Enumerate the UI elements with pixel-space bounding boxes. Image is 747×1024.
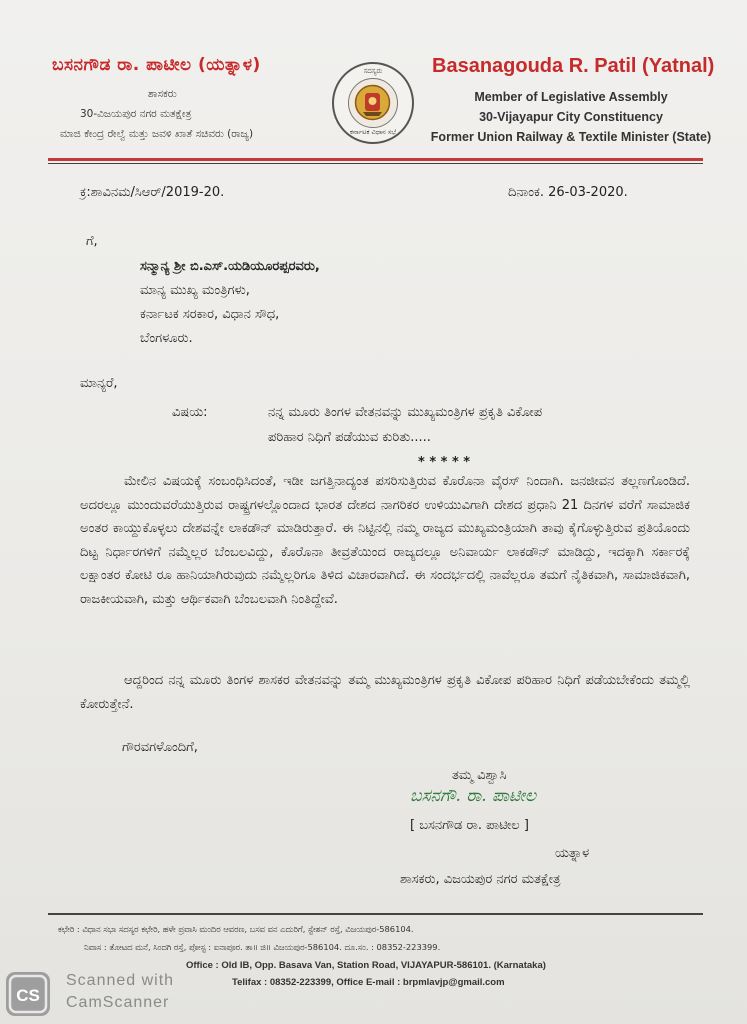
addressee-name: ಸನ್ಮಾನ್ಯ ಶ್ರೀ ಬಿ.ಎಸ್.ಯಡಿಯೂರಪ್ಪರವರು, [140, 259, 320, 274]
yours-faithfully: ತಮ್ಮ ವಿಶ್ವಾಸಿ [452, 768, 507, 783]
salutation: ಮಾನ್ಯರೆ, [80, 376, 118, 391]
signatory-name: [ ಬಸನಗೌಡ ರಾ. ಪಾಟೀಲ ] [410, 818, 529, 833]
to-label: ಗೆ, [86, 234, 98, 249]
watermark-line-2: CamScanner [66, 994, 170, 1011]
footer-residence-kn: ನಿವಾಸ : ತೋಟದ ಮನೆ, ಸಿಂದಗಿ ರಸ್ತೆ, ಪೋಸ್ಟ : ಐನಾಪೂರ. ತಾ॥ ಜಿ॥ ವಿಜಯಪುರ-586104. ದೂ.ಸಂ. : 08352-223399. [84, 942, 441, 952]
letterhead-en-constituency: 30-Vijayapur City Constituency [479, 110, 663, 124]
signature: ಬಸನಗೌ. ರಾ. ಪಾಟೀಲ [410, 786, 537, 806]
reference-number: ಕ್ರ:ಶಾವಿನಮ/ಸಿಆರ್/2019-20. [80, 185, 225, 200]
letterhead-en-name: Basanagouda R. Patil (Yatnal) [432, 55, 715, 77]
addressee-office: ಕರ್ನಾಟಕ ಸರಕಾರ, ವಿಧಾನ ಸೌಧ, [140, 307, 280, 322]
subject-line-2: ಪರಿಹಾರ ನಿಧಿಗೆ ಪಡೆಯುವ ಕುರಿತು..... [268, 430, 431, 445]
separator-stars: * * * * * [418, 455, 471, 470]
letterhead-kn-former: ಮಾಜಿ ಕೇಂದ್ರ ರೇಲ್ವೆ ಮತ್ತು ಜವಳಿ ಖಾತೆ ಸಚಿವರು (ರಾಜ್ಯ) [60, 128, 254, 140]
footer-rule [48, 913, 703, 915]
letter-date: ದಿನಾಂಕ. 26-03-2020. [508, 185, 628, 200]
seal-bottom-text: ಕರ್ನಾಟಕ ವಿಧಾನ ಸಭೆ [350, 128, 396, 136]
footer-office-en: Office : Old IB, Opp. Basava Van, Station Road, VIJAYAPUR-586101. (Karnataka) [186, 960, 546, 971]
signatory-alias: ಯತ್ನಾಳ [555, 846, 590, 861]
header-rule-red [48, 158, 703, 161]
camscanner-logo-icon [6, 972, 50, 1016]
footer-contact-en: Telifax : 08352-223399, Office E-mail : brpmlavjp@gmail.com [232, 977, 505, 988]
subject-line-1: ನನ್ನ ಮೂರು ತಿಂಗಳ ವೇತನವನ್ನು ಮುಖ್ಯಮಂತ್ರಿಗಳ ಪ್ರಕೃತಿ ವಿಕೋಪ [268, 405, 543, 420]
assembly-seal [332, 62, 414, 144]
body-paragraph-1: ಮೇಲಿನ ವಿಷಯಕ್ಕೆ ಸಂಬಂಧಿಸಿದಂತೆ, ಇಡೀ ಜಗತ್ತಿನಾದ್ಯಂತ ಪಸರಿಸುತ್ತಿರುವ ಕೊರೊನಾ ವೈರಸ್ ನಿಂದಾಗಿ. ಜನಜೀವನ ತಲ್ಲಣಗೊಂಡಿದೆ. ಅದರಲ್ಲೂ ಮುಂದುವರೆಯುತ್ತಿರುವ ರಾಷ್ಟ್ರಗಳಲ್ಲೊಂದಾದ ಭಾರತ ದೇಶದ ನಾಗರಿಕರ ಉಳಿಯುವಿಗಾಗಿ ದೇಶದ ಪ್ರಧಾನಿ 21 ದಿನಗಳ ವರೆಗೆ ಸಾಮಾಜಿಕ ಅಂತರ ಕಾಯ್ದುಕೊಳ್ಳಲು ದೇಶವನ್ನೇ ಲಾಕಡೌನ್ ಮಾಡಿರುತ್ತಾರೆ. ಈ ನಿಟ್ಟಿನಲ್ಲಿ ನಮ್ಮ ರಾಜ್ಯದ ಮುಖ್ಯಮಂತ್ರಿಯಾಗಿ ತಾವು ಕೈಗೊಳ್ಳುತ್ತಿರುವ ಪ್ರತಿಯೊಂದು ದಿಟ್ಟ ನಿರ್ಧಾರಗಳಿಗೆ ನಮ್ಮೆಲ್ಲರ ಬೆಂಬಲವಿದ್ದು, ಕೊರೊನಾ ತೀವ್ರತೆಯಿಂದ ರಾಜ್ಯದಲ್ಲೂ ಅನಿವಾರ್ಯ ಲಾಕಡೌನ್ ಮಾಡಿದ್ದು, ಇದಕ್ಕಾಗಿ ಸರ್ಕಾರಕ್ಕೆ ಲಕ್ಷಾಂತರ ಕೋಟಿ ರೂ ಹಾನಿಯಾಗಿರುವುದು ನಮ್ಮೆಲ್ಲರಿಗೂ ತಿಳಿದ ವಿಚಾರವಾಗಿದೆ. ಈ ಸಂದರ್ಭದಲ್ಲಿ ನಾವೆಲ್ಲರೂ ತಮಗೆ ನೈತಿಕವಾಗಿ, ಸಾಮಾಜಿಕವಾಗಿ, ರಾಜಕೀಯವಾಗಿ, ಮತ್ತು ಆರ್ಥಿಕವಾಗಿ ಬೆಂಬಲವಾಗಿ ನಿಂತಿದ್ದೇವೆ. [80, 474, 690, 607]
subject-label: ವಿಷಯ: [172, 405, 208, 420]
closing: ಗೌರವಗಳೊಂದಿಗೆ, [122, 740, 198, 755]
addressee-city: ಬೆಂಗಳೂರು. [140, 331, 193, 346]
letterhead-kn-constituency: 30-ವಿಜಯಪುರ ನಗರ ಮತಕ್ಷೇತ್ರ [80, 108, 192, 120]
letterhead-kn-name: ಬಸನಗೌಡ ರಾ. ಪಾಟೀಲ (ಯತ್ನಾಳ) [52, 55, 261, 75]
body-paragraph-2: ಆದ್ದರಿಂದ ನನ್ನ ಮೂರು ತಿಂಗಳ ಶಾಸಕರ ವೇತನವನ್ನು ತಮ್ಮ ಮುಖ್ಯಮಂತ್ರಿಗಳ ಪ್ರಕೃತಿ ವಿಕೋಪ ಪರಿಹಾರ ನಿಧಿಗೆ ಪಡೆಯಬೇಕೆಂದು ತಮ್ಮಲ್ಲಿ ಕೋರುತ್ತೇನೆ. [80, 673, 690, 712]
camscanner-logo-text: CS [16, 986, 40, 1005]
header-rule-dark [48, 163, 703, 164]
letterhead-kn-title: ಶಾಸಕರು [148, 88, 177, 100]
watermark-line-1: Scanned with [66, 972, 175, 989]
letterhead-en-former: Former Union Railway & Textile Minister (State) [430, 130, 712, 144]
signatory-title: ಶಾಸಕರು, ವಿಜಯಪುರ ನಗರ ಮತಕ್ಷೇತ್ರ [400, 872, 561, 887]
seal-top-text: ಸದಸ್ಯರು [363, 67, 383, 75]
addressee-designation: ಮಾನ್ಯ ಮುಖ್ಯ ಮಂತ್ರಿಗಳು, [140, 283, 250, 298]
emblem-icon [348, 78, 398, 128]
footer-office-kn: ಕಛೇರಿ : ವಿಧಾನ ಸಭಾ ಸದಸ್ಯರ ಕಛೇರಿ, ಹಳೇ ಪ್ರವಾಸಿ ಮಂದಿರ ಆವರಣ, ಬಸವ ವನ ಎದುರಿಗೆ, ಸ್ಟೇಶನ್ ರಸ್ತೆ, ವಿಜಯಪುರ-586104. [58, 924, 414, 934]
letterhead-en-title: Member of Legislative Assembly [474, 90, 668, 104]
